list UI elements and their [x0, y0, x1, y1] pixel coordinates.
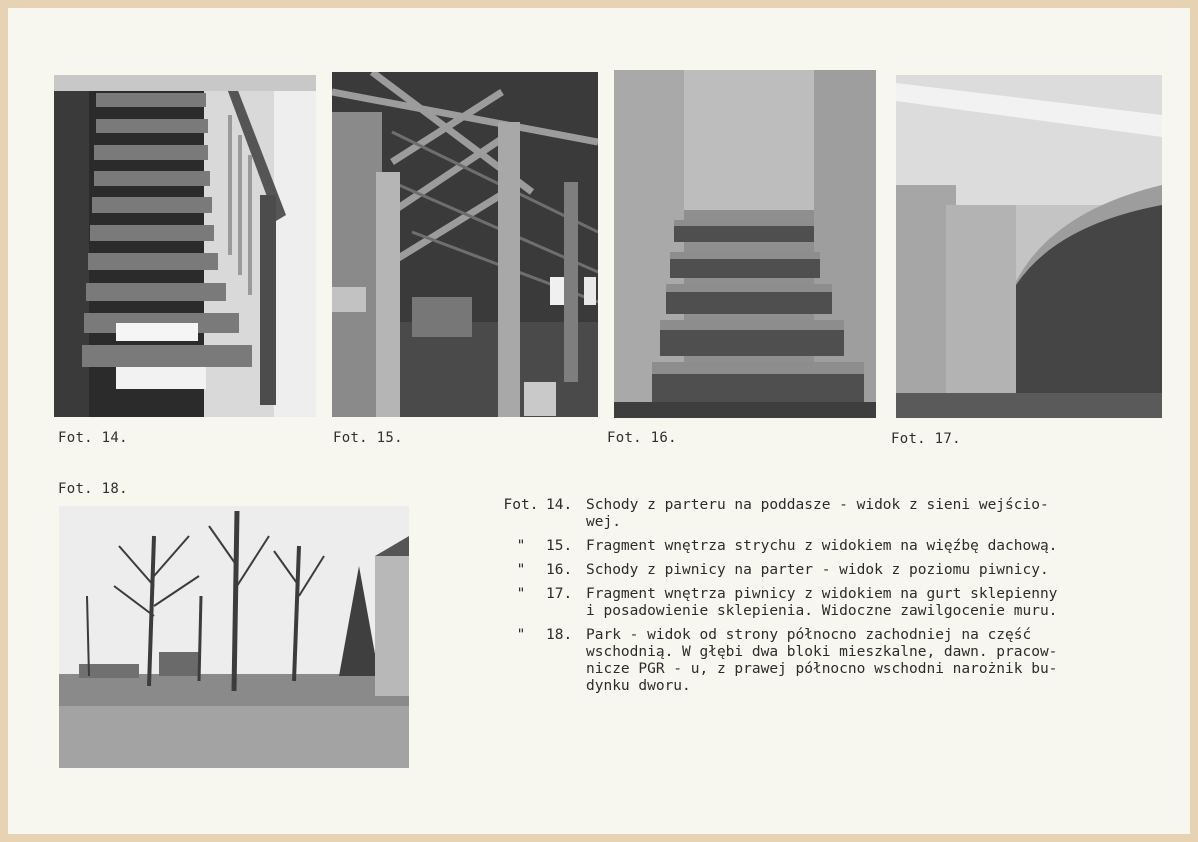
caption-fot-14: Fot. 14. [58, 430, 128, 446]
photo-16-cellar-stairs [614, 70, 876, 418]
description-text: Schody z piwnicy na parter - widok z poziomu piwnicy. [586, 562, 1049, 578]
description-number: 15. [546, 538, 573, 554]
description-label [496, 497, 586, 531]
description-number: 18. [546, 627, 573, 643]
description-label [496, 586, 586, 620]
description-row-16 [496, 562, 1156, 579]
description-row-15 [496, 538, 1156, 555]
caption-fot-16: Fot. 16. [607, 430, 677, 446]
description-row-14 [496, 497, 1156, 531]
description-prefix: " [516, 627, 526, 643]
description-prefix: " [516, 586, 526, 602]
caption-fot-18: Fot. 18. [58, 481, 128, 497]
caption-fot-15: Fot. 15. [333, 430, 403, 446]
photo-17-cellar-vault [896, 75, 1162, 418]
description-prefix: Fot. [503, 497, 539, 513]
description-number: 17. [546, 586, 573, 602]
photo-18-park [59, 506, 409, 768]
description-text: Park - widok od strony północno zachodniej na część wschodnią. W głębi dwa bloki mieszkalne, dawn. pracow- nicze PGR - u, z prawej północno wschodni narożnik bu- dynku dworu. [586, 627, 1058, 694]
description-text: Schody z parteru na poddasze - widok z sieni wejścio- wej. [586, 497, 1049, 530]
description-row-17 [496, 586, 1156, 620]
description-label [496, 562, 586, 579]
description-number: 16. [546, 562, 573, 578]
description-text: Fragment wnętrza piwnicy z widokiem na gurt sklepienny i posadowienie sklepienia. Widoczne zawilgocenie muru. [586, 586, 1058, 619]
caption-fot-17: Fot. 17. [891, 431, 961, 447]
description-prefix: " [516, 538, 526, 554]
description-label [496, 627, 586, 695]
photo-descriptions [496, 497, 1156, 702]
description-text: Fragment wnętrza strychu z widokiem na więźbę dachową. [586, 538, 1058, 554]
description-number: 14. [546, 497, 573, 513]
description-label [496, 538, 586, 555]
description-row-18 [496, 627, 1156, 695]
photo-15-attic [332, 72, 598, 417]
photo-14-staircase [54, 75, 316, 417]
description-prefix: " [516, 562, 526, 578]
